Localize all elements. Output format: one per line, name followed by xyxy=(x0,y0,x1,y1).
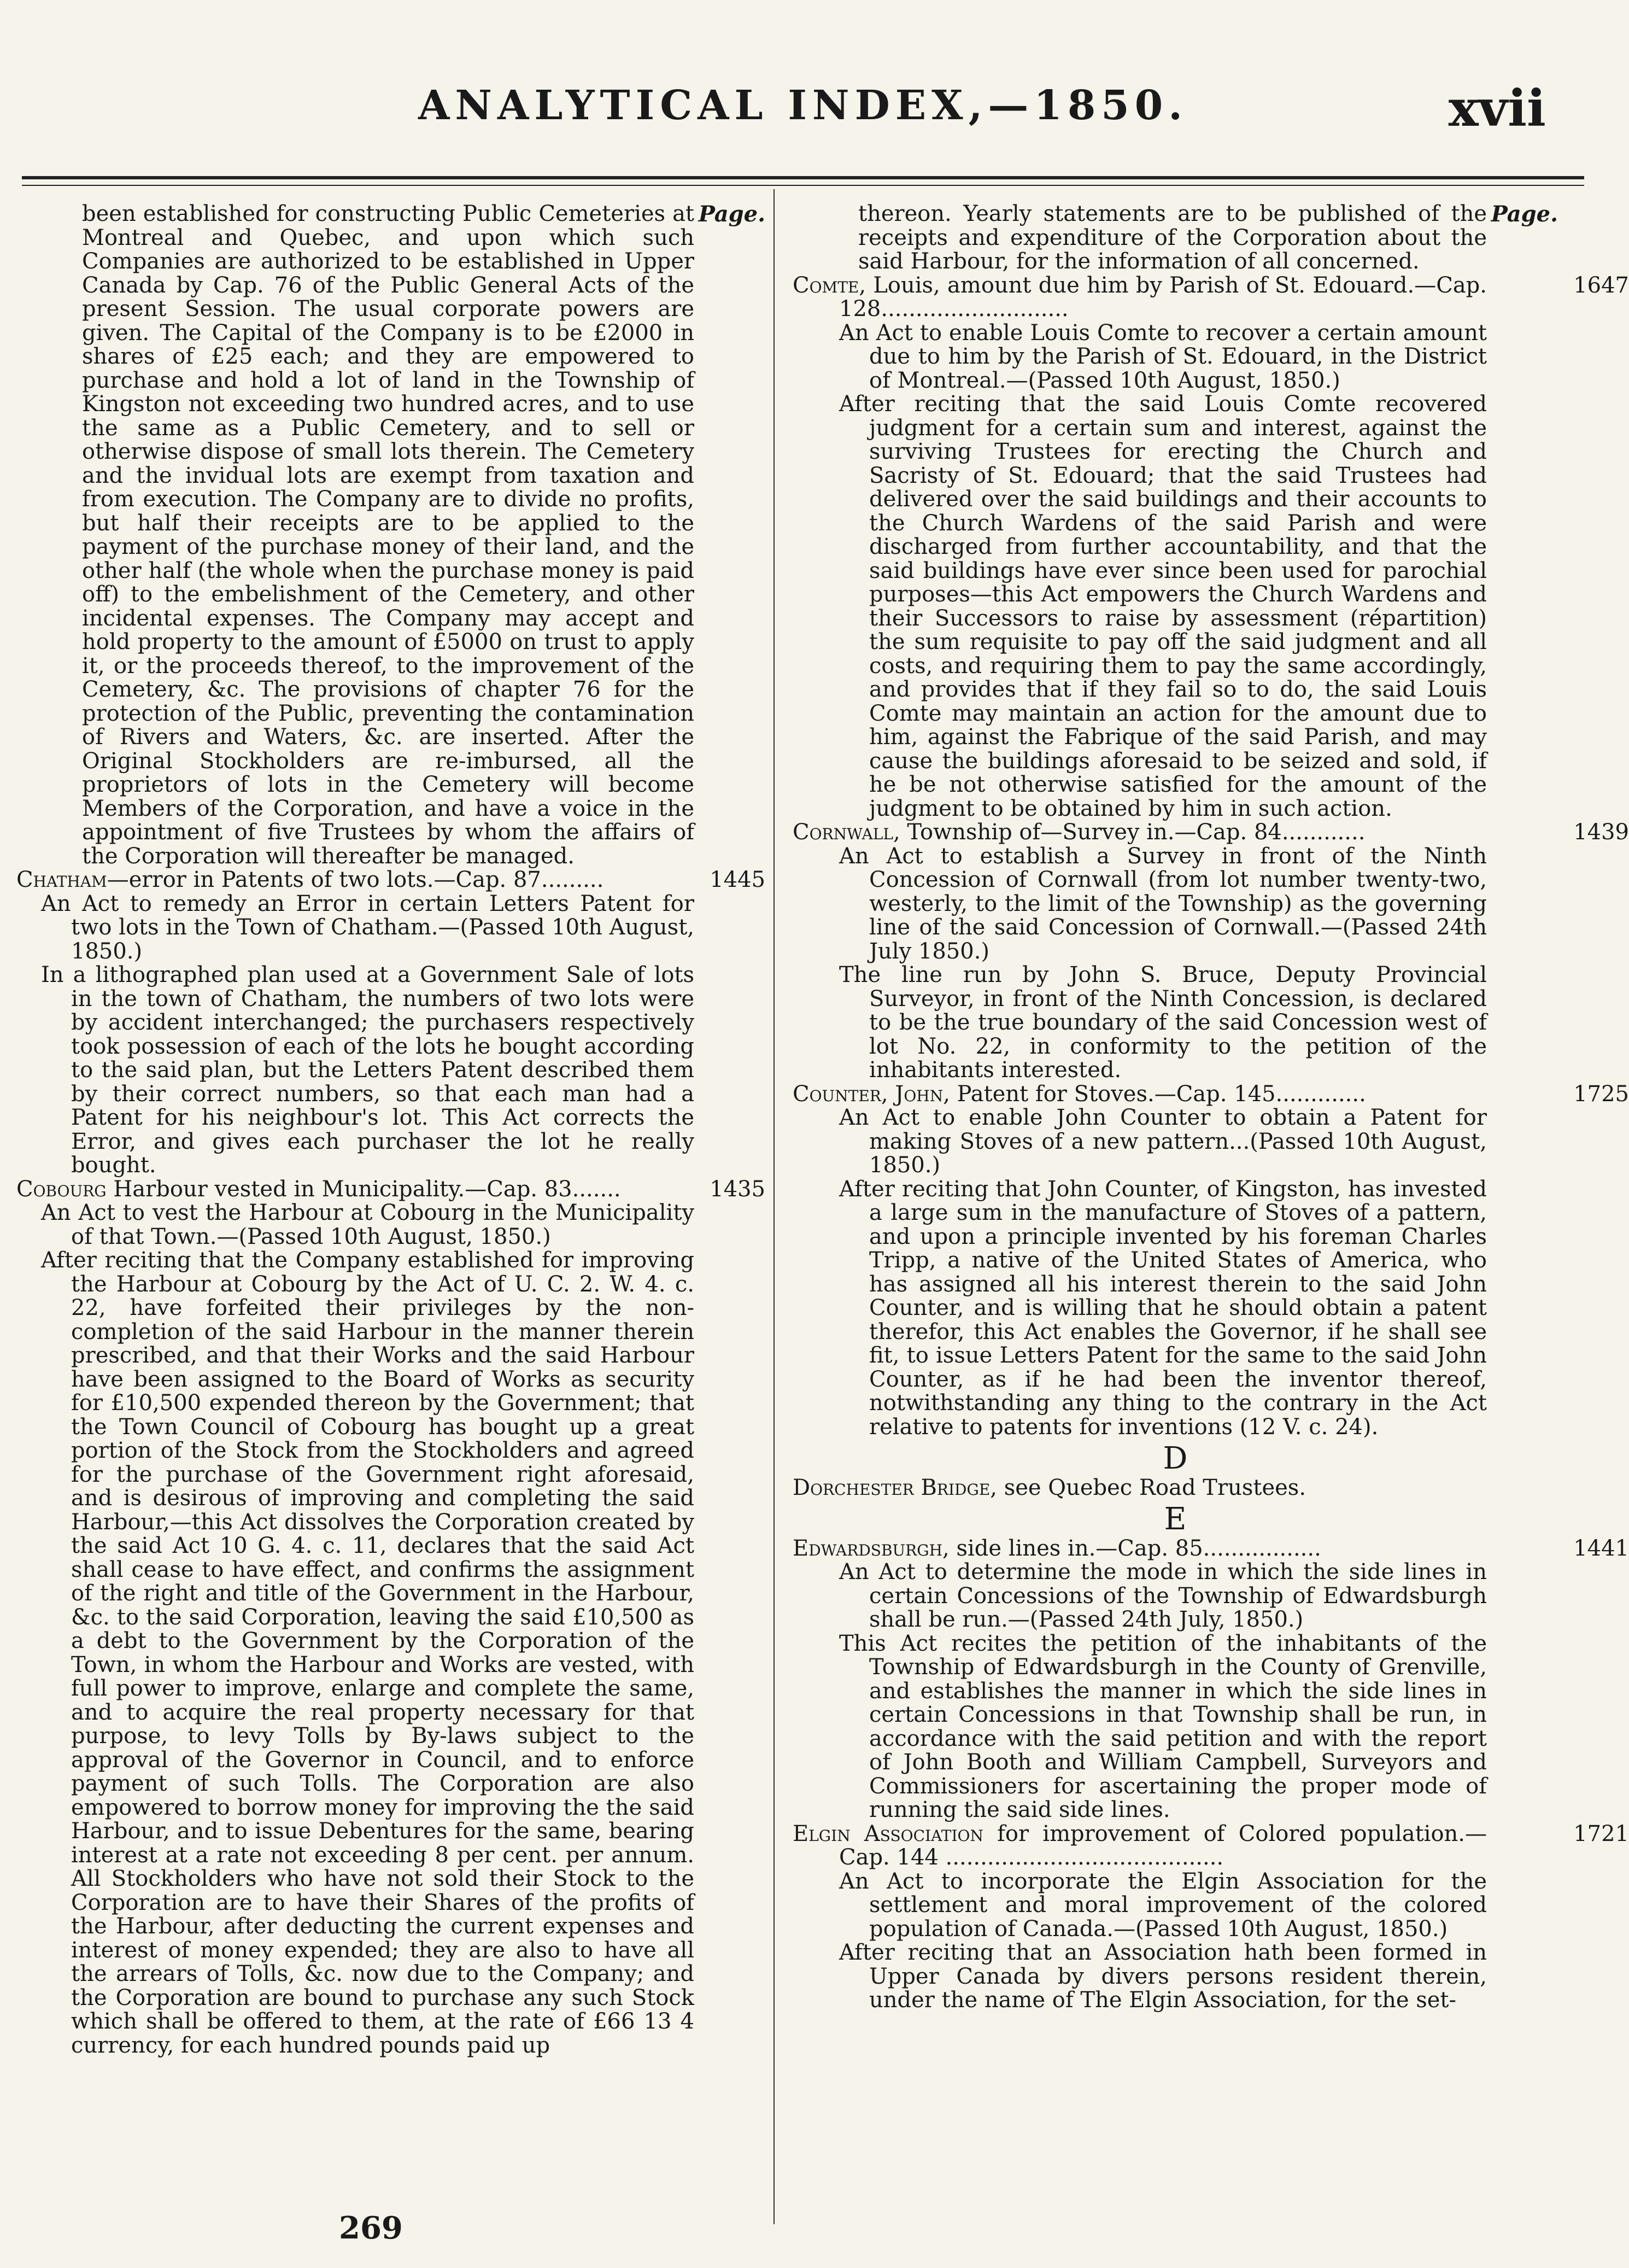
entry-page-ref: 1647 xyxy=(1573,272,1629,298)
page-footer-number: 269 xyxy=(339,2210,403,2246)
act-summary: After reciting that John Counter, of Kingston, has invested a large sum in the manufacture of Stoves of a pattern, and upon a principle invented by his foreman Charles Tripp, a native of the United States of America, who has assigned all his interest therein to the said John Counter, and is willing that he should obtain a patent therefor, this Act enables the Governor, if he shall see fit, to issue Letters Patent for the same to the said John Counter, as if he had been the inventor thereof, notwithstanding any thing to the contrary in the Act relative to patents for inventions (12 V. c. 24). xyxy=(839,1176,1487,1440)
act-summary: After reciting that the Company established for improving the Harbour at Cobourg by the Act of U. C. 2. W. 4. c. 22, have forfeited their privileges by the non-completion of the said Harbour in the manner therein prescribed, and that their Works and the said Harbour have been assigned to the Board of Works as security for £10,500 expended thereon by the Government; that the Town Council of Cobourg has bought up a great portion of the Stock from the Stockholders and agreed for the purchase of the Government right aforesaid, and is desirous of improving and completing the said Harbour,—this Act dissolves the Corporation created by the said Act 10 G. 4. c. 11, declares that the said Act shall cease to have effect, and confirms the assignment of the right and title of the Government in the Harbour, &c. to the said Corporation, leaving the said £10,500 as a debt to the Government by the Corporation of the Town, in whom the Harbour and Works are vested, with full power to improve, enlarge and complete the same, and to acquire the real property necessary for that purpose, to levy Tolls by By-laws subject to the approval of the Governor in Council, and to enforce payment of such Tolls. The Corporation are also empowered to borrow money for improving the the said Harbour, and to issue Debentures for the same, bearing interest at a rate not exceeding 8 per cent. per annum. All Stockholders who have not sold their Stock to the Corporation are to have their Shares of the profits of the Harbour, after deducting the current expenses and interest of money expended; they are also to have all the arrears of Tolls, &c. now due to the Company; and the Corporation are bound to purchase any such Stock which shall be offered to them, at the rate of £66 13 4 currency, for each hundred pounds paid up xyxy=(41,1248,694,2058)
entry-counter xyxy=(793,1081,1629,1107)
entry-elgin xyxy=(793,1821,1629,1870)
entry-heading: Edwardsburgh xyxy=(793,1535,943,1561)
entry-page-ref: 1445 xyxy=(710,867,765,892)
entry-title: , Louis, amount due him by Parish of St. Edouard.—Cap. 128........................... xyxy=(839,272,1487,322)
act-title: An Act to incorporate the Elgin Association for the settlement and moral improvement of the colored population of Canada.—(Passed 10th August, 1850.) xyxy=(839,1868,1487,1942)
act-title: An Act to vest the Harbour at Cobourg in the Municipality of that Town.—(Passed 10th August, 1850.) xyxy=(41,1200,694,1249)
page-header xyxy=(0,79,1606,148)
entry-comte xyxy=(793,272,1629,322)
entry-heading: Comte xyxy=(793,272,859,298)
entry-heading: Elgin Association xyxy=(793,1821,983,1846)
column-divider xyxy=(774,189,775,2224)
act-title: An Act to establish a Survey in front of the Ninth Concession of Cornwall (from lot number twenty-two, westerly, to the limit of the Township) as the governing line of the said Concession of Cornwall.—(Passed 24th July 1850.) xyxy=(839,843,1487,964)
act-summary: After reciting that the said Louis Comte recovered judgment for a certain sum and interest, against the surviving Trustees for erecting the Church and Sacristy of St. Edouard; that the said Trustees had delivered over the said buildings and their accounts to the Church Wardens of the said Parish and were discharged from further accountability, and that the said buildings have ever since been used for parochial purposes—this Act empowers the Church Wardens and their Successors to raise by assessment (répartition) the sum requisite to pay off the said judgment and all costs, and requiring them to pay the same accordingly, and provides that if they fail so to do, the said Louis Comte may maintain an action for the amount due to him, against the Fabrique of the said Parish, and may cause the buildings aforesaid to be seized and sold, if he be not otherwise satisfied for the amount of the judgment to be obtained by him in such action. xyxy=(839,391,1487,821)
entry-title: —error in Patents of two lots.—Cap. 87......... xyxy=(107,867,604,892)
header-rule-thick xyxy=(22,176,1584,179)
page-label: Page. xyxy=(1491,201,1558,227)
entry-continuation: thereon. Yearly statements are to be published of the receipts and expenditure of the Corporation about the said Harbour, for the information of all concerned. xyxy=(858,201,1487,274)
entry-title: , see Quebec Road Trustees. xyxy=(990,1475,1306,1500)
entry-heading: Counter, John xyxy=(793,1081,944,1107)
entry-cobourg xyxy=(16,1178,765,1202)
entry-page-ref: 1441 xyxy=(1573,1535,1629,1561)
act-title: An Act to enable John Counter to obtain a Patent for making Stoves of a new pattern...(Passed 10th August, 1850.) xyxy=(839,1105,1487,1178)
entry-title: Harbour vested in Municipality.—Cap. 83....... xyxy=(106,1176,621,1202)
entry-title: for improvement of Colored population.—Cap. 144 ........................................ xyxy=(839,1821,1487,1870)
entry-dorchester xyxy=(793,1476,1558,1500)
page-number-roman: xvii xyxy=(1448,79,1546,138)
right-column xyxy=(793,201,1629,2202)
page-label: Page. xyxy=(698,201,765,227)
entry-title: , side lines in.—Cap. 85................. xyxy=(942,1535,1321,1561)
act-summary: In a lithographed plan used at a Government Sale of lots in the town of Chatham, the numbers of two lots were by accident interchanged; the purchasers respectively took possession of each of the lots he bought according to the said plan, but the Letters Patent described them by their correct numbers, so that each man had a Patent for his neighbour's lot. This Act corrects the Error, and gives each purchaser the lot he really bought. xyxy=(41,962,694,1178)
entry-edwardsburgh xyxy=(793,1535,1629,1561)
header-rule-thin xyxy=(22,185,1584,186)
entry-page-ref: 1439 xyxy=(1573,820,1629,845)
act-summary: After reciting that an Association hath been formed in Upper Canada by divers persons resident therein, under the name of The Elgin Association, for the set- xyxy=(839,1940,1487,2013)
act-summary: The line run by John S. Bruce, Deputy Provincial Surveyor, in front of the Ninth Concession, is declared to be the true boundary of the said Concession west of lot No. 22, in conformity to the petition of the inhabitants interested. xyxy=(839,962,1487,1083)
act-title: An Act to determine the mode in which the side lines in certain Concessions of the Township of Edwardsburgh shall be run.—(Passed 24th July, 1850.) xyxy=(839,1559,1487,1632)
left-column xyxy=(16,202,765,2202)
entry-page-ref: 1725 xyxy=(1573,1081,1629,1107)
entry-page-ref: 1435 xyxy=(710,1176,765,1202)
act-title: An Act to enable Louis Comte to recover a certain amount due to him by the Parish of St. Edouard, in the District of Montreal.—(Passed 10th August, 1850.) xyxy=(839,320,1487,393)
entry-page-ref: 1721 xyxy=(1573,1821,1629,1846)
entry-heading: Cornwall xyxy=(793,820,893,845)
entry-chatham xyxy=(16,868,765,892)
entry-heading: Dorchester Bridge xyxy=(793,1475,991,1500)
act-summary: This Act recites the petition of the inhabitants of the Township of Edwardsburgh in the County of Grenville, and establishes the manner in which the side lines in certain Concessions in that Township shall be run, in accordance with the said petition and with the report of John Booth and William Campbell, Surveyors and Commissioners for ascertaining the proper mode of running the said side lines. xyxy=(839,1630,1487,1822)
entry-title: , Patent for Stoves.—Cap. 145............. xyxy=(943,1081,1366,1107)
entry-heading: Chatham xyxy=(16,867,107,892)
entry-continuation: been established for constructing Public Cemeteries at Montreal and Quebec, and upon which such Companies are authorized to be established in Upper Canada by Cap. 76 of the Public General Acts of the present Session. The usual corporate powers are given. The Capital of the Company is to be £2000 in shares of £25 each; and they are empowered to purchase and hold a lot of land in the Township of Kingston not exceeding two hundred acres, and to use the same as a Public Cemetery, and to sell or otherwise dispose of small lots therein. The Cemetery and the invidual lots are exempt from taxation and from execution. The Company are to divide no profits, but half their receipts are to be applied to the payment of the purchase money of their land, and the other half (the whole when the purchase money is paid off) to the embelishment of the Cemetery, and other incidental expenses. The Company may accept and hold property to the amount of £5000 on trust to apply it, or the proceeds thereof, to the improvement of the Cemetery, &c. The provisions of chapter 76 for the protection of the Public, preventing the contamination of Rivers and Waters, &c. are inserted. After the Original Stockholders are re-imbursed, all the proprietors of lots in the Cemetery will become Members of the Corporation, and have a voice in the appointment of five Trustees by whom the affairs of the Corporation will thereafter be managed. xyxy=(82,201,694,869)
entry-heading: Cobourg xyxy=(16,1176,107,1202)
section-letter-e: E xyxy=(1164,1501,1187,1537)
entry-cornwall xyxy=(793,820,1629,845)
section-letter-d: D xyxy=(1163,1441,1188,1476)
act-title: An Act to remedy an Error in certain Letters Patent for two lots in the Town of Chatham.—(Passed 10th August, 1850.) xyxy=(41,891,694,964)
entry-title: , Township of—Survey in.—Cap. 84............ xyxy=(893,820,1366,845)
page-title: ANALYTICAL INDEX,—1850. xyxy=(418,82,1188,129)
